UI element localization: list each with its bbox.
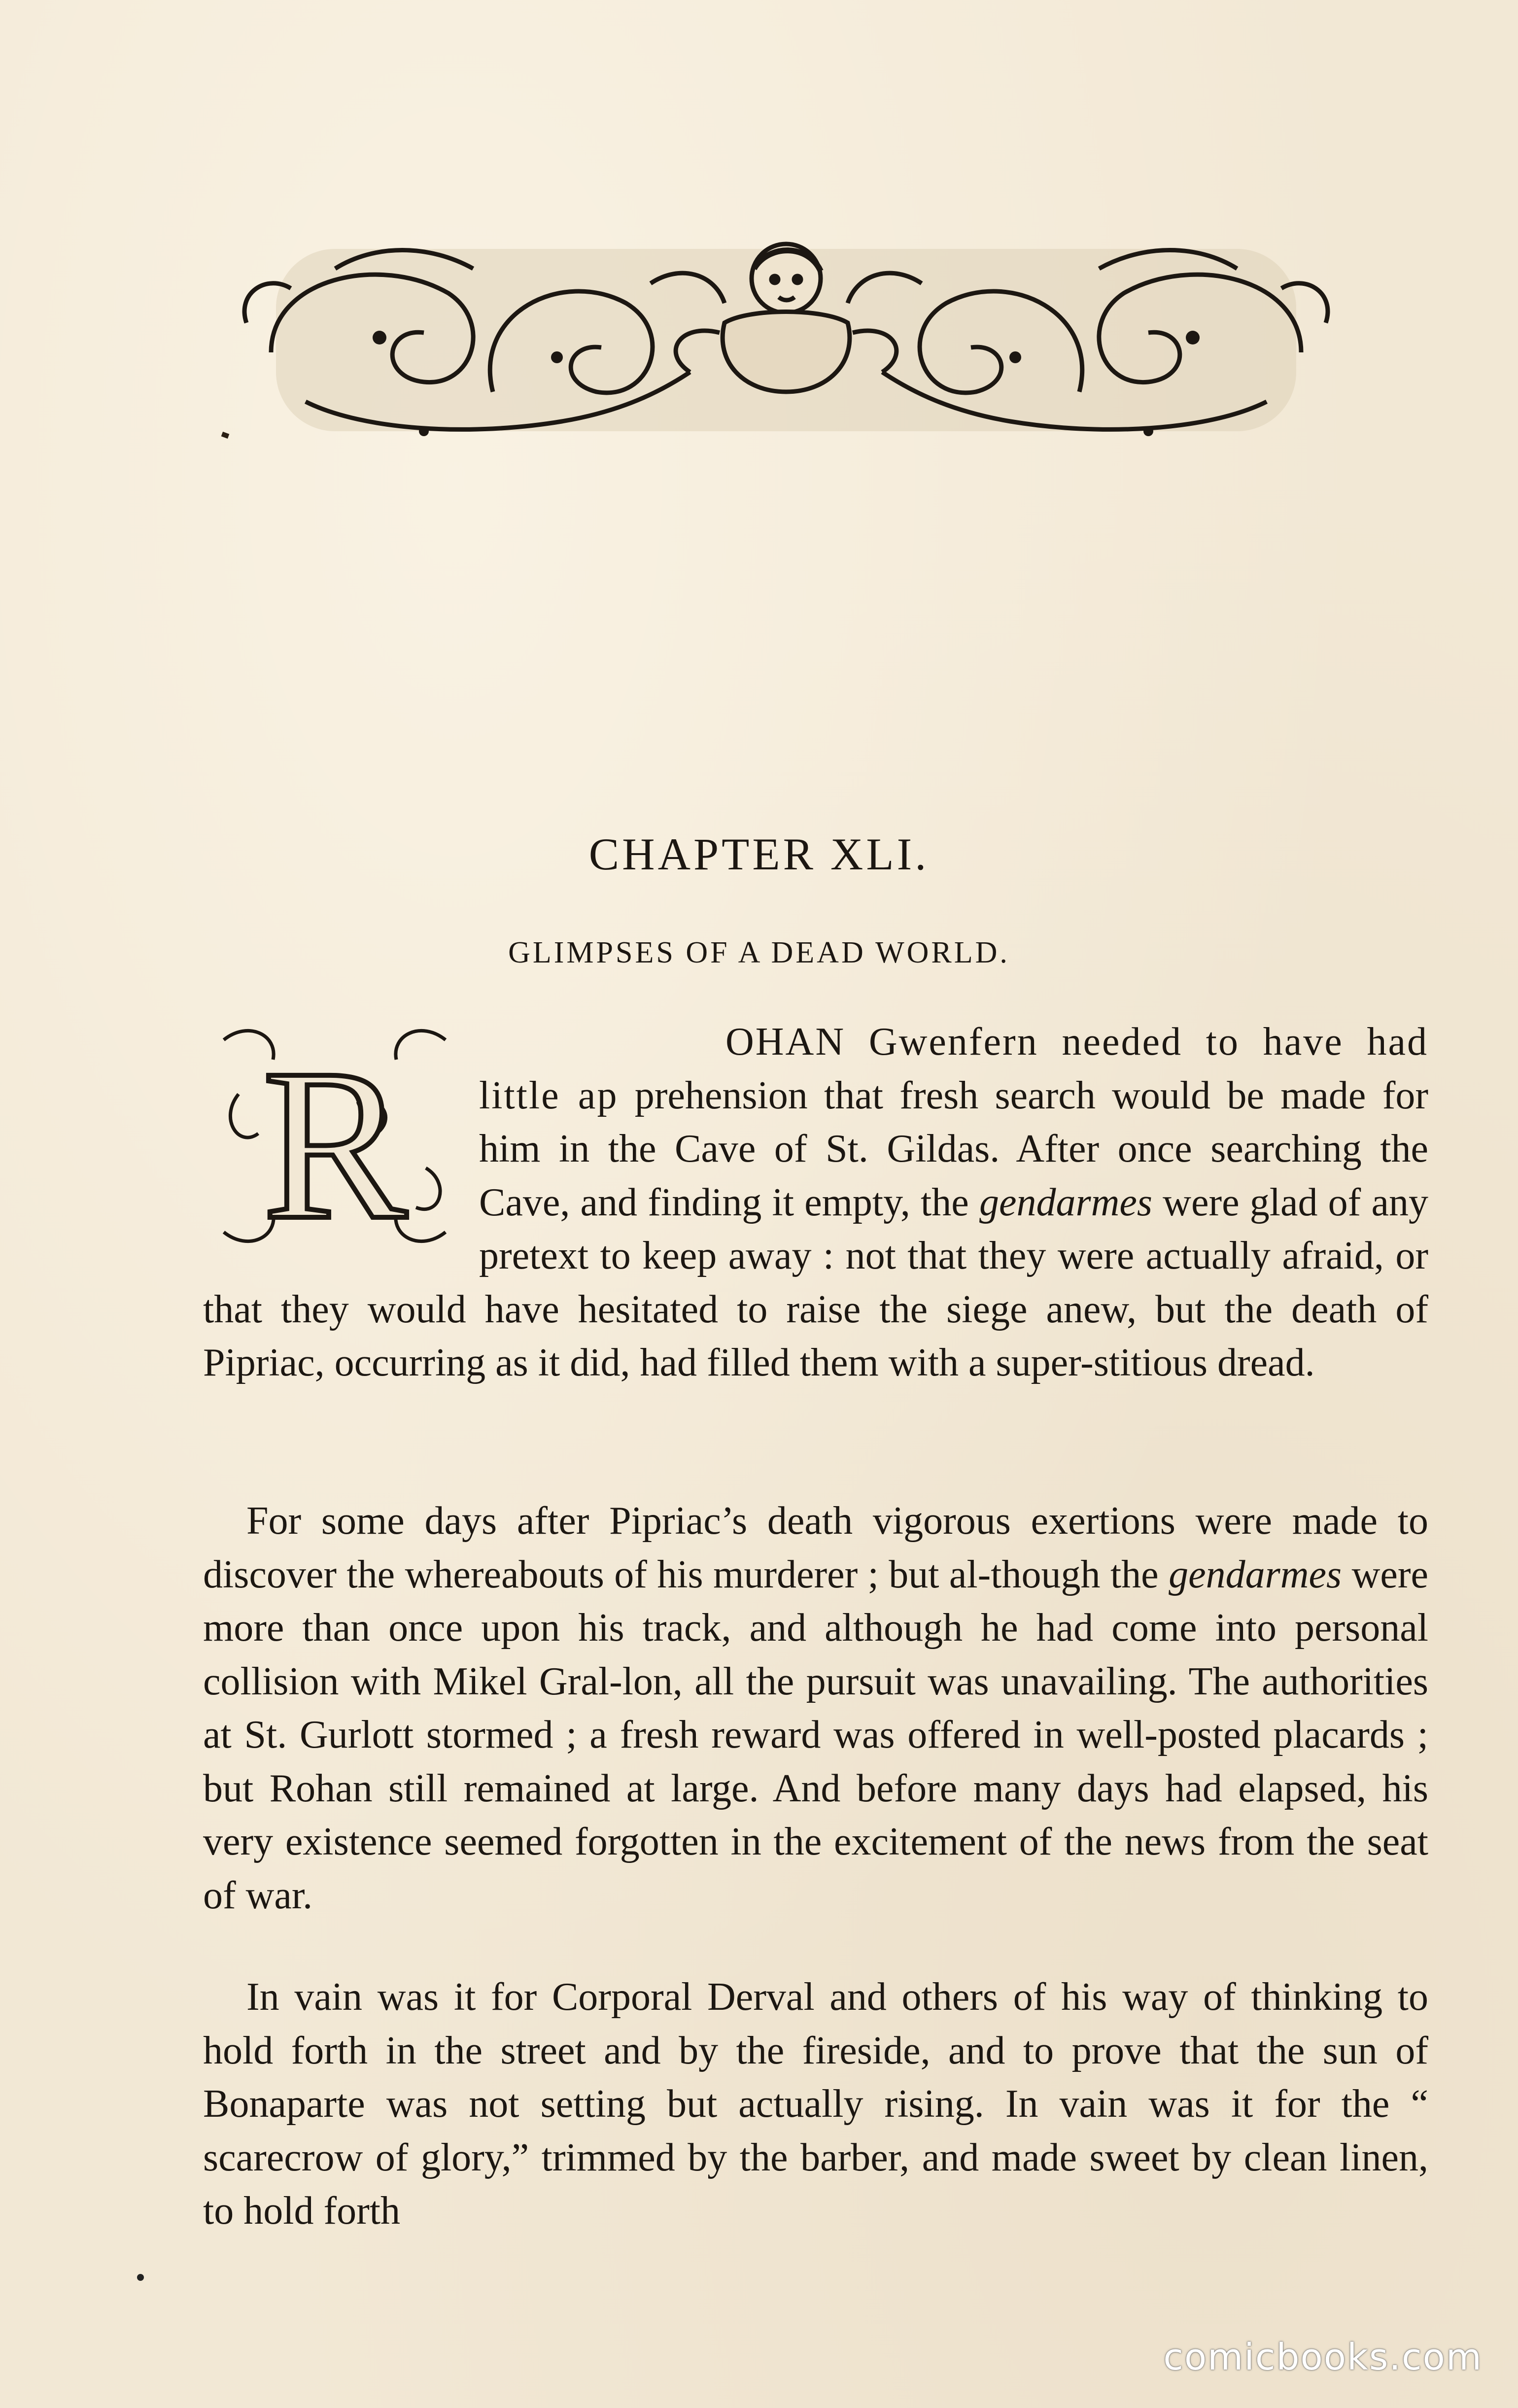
paragraph-2-text-b: were more than once upon his track, and although he had come into personal collision with Mikel Gral-lon, all the pursuit was unavailing. The authorities at St. Gurlott stormed ; a fresh reward was offered in well-posted placards ; but Rohan still remained at large. And before many days had elapsed, his very existence seemed forgotten in the excitement of the news from the seat of war. [203,1552,1428,1917]
paragraph-1 [203,1015,1428,1390]
paragraph-1-lead: OHAN Gwenfern needed to have had little ap [479,1020,1428,1117]
chapter-subtitle: GLIMPSES OF A DEAD WORLD. [508,936,1010,969]
margin-speck [137,2274,144,2281]
paragraph-3: In vain was it for Corporal Derval and others of his way of thinking to hold forth in the street and by the fireside, and to prove that the sun of Bonaparte was not setting but actually rising. In vain was it for the “ scarecrow of glory,” trimmed by the barber, and made sweet by clean linen, to hold forth [203,1975,1428,2233]
paragraph-1-text-a: prehension that fresh search would be made for him in the Cave of St. Gildas. After once searching the Cave, and finding it empty, the [479,1073,1429,1224]
watermark: comicbooks.com [1163,2336,1483,2378]
cherub-scroll-ornament [217,224,1355,466]
chapter-title: CHAPTER XLI. [588,829,930,879]
dropcap-letter: R [262,1025,407,1252]
paragraph-1-italic: gendarmes [979,1180,1153,1224]
paragraph-1-text-b: were glad of any pretext to keep away : not that they were actually afraid, or that they would have hesitated to raise the siege anew, but the death of Pipriac, occurring as it did, had filled them with a super-stitious dread. [203,1180,1429,1384]
paragraph-2-italic: gendarmes [1169,1552,1342,1596]
paragraph-2 [203,1494,1428,1922]
paragraph-2-text-a: For some days after Pipriac’s death vigorous exertions were made to discover the whereabouts of his murderer ; but al-though the [203,1499,1428,1596]
